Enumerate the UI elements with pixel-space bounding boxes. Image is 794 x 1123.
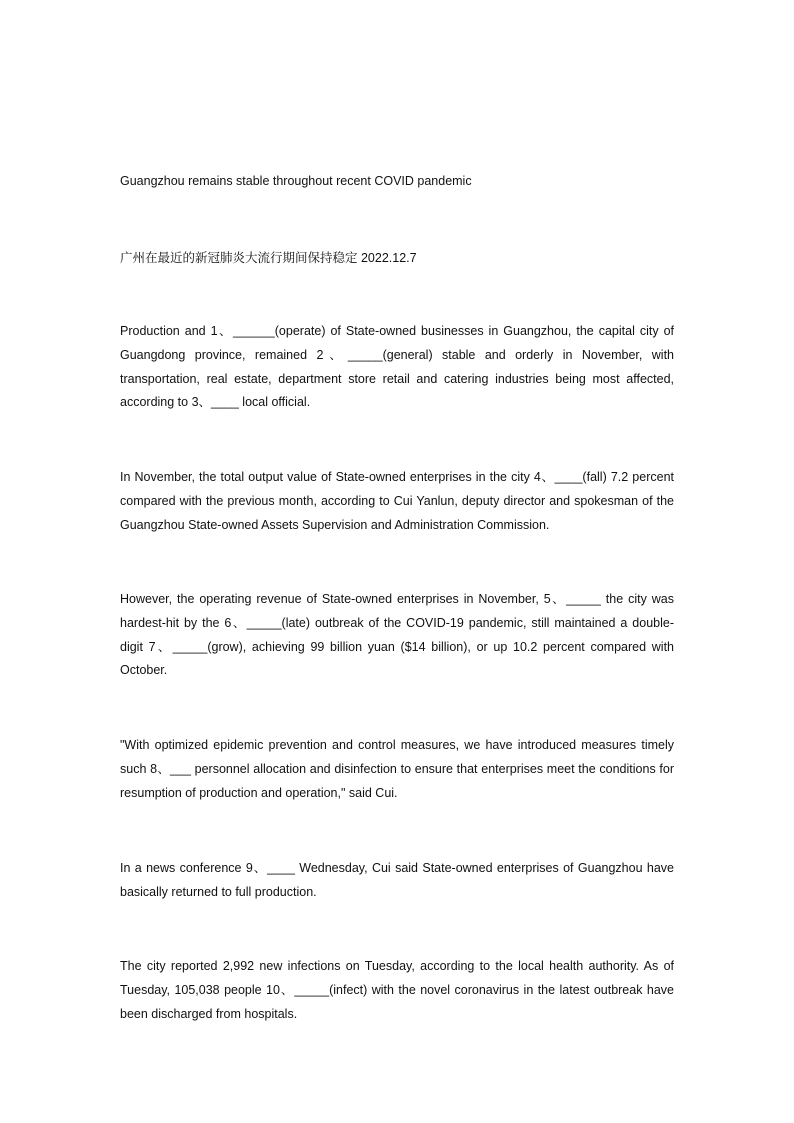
paragraph-2: In November, the total output value of State-owned enterprises in the city 4、____(fall) 7.2 percent compared with the previous month, according to Cui Yanlun, deputy director and spokesman of the Guangzhou State-owned Assets Supervision and Administration Commission. [120, 470, 674, 532]
paragraph-1: Production and 1、______(operate) of State-owned businesses in Guangzhou, the capital city of Guangdong province, remained 2、_____(general) stable and orderly in November, with transportation, real estate, department store retail and catering industries being most affected, according to 3、____ local official. [120, 324, 674, 410]
paragraph-6: The city reported 2,992 new infections on Tuesday, according to the local health authority. As of Tuesday, 105,038 people 10、_____(infect) with the novel coronavirus in the latest outbreak have been discharged from hospitals. [120, 959, 674, 1021]
title-english: Guangzhou remains stable throughout recent COVID pandemic [120, 174, 472, 188]
paragraph-4: "With optimized epidemic prevention and control measures, we have introduced measures timely such 8、___ personnel allocation and disinfection to ensure that enterprises meet the conditions for resumption of production and operation," said Cui. [120, 738, 674, 800]
title-chinese: 广州在最近的新冠肺炎大流行期间保持稳定 2022.12.7 [120, 251, 417, 265]
paragraph-5: In a news conference 9、____ Wednesday, Cui said State-owned enterprises of Guangzhou have basically returned to full production. [120, 861, 674, 899]
paragraph-3: However, the operating revenue of State-owned enterprises in November, 5、_____ the city was hardest-hit by the 6、_____(late) outbreak of the COVID-19 pandemic, still maintained a double-digit 7、_____(grow), achieving 99 billion yuan ($14 billion), or up 10.2 percent compared with October. [120, 592, 674, 678]
